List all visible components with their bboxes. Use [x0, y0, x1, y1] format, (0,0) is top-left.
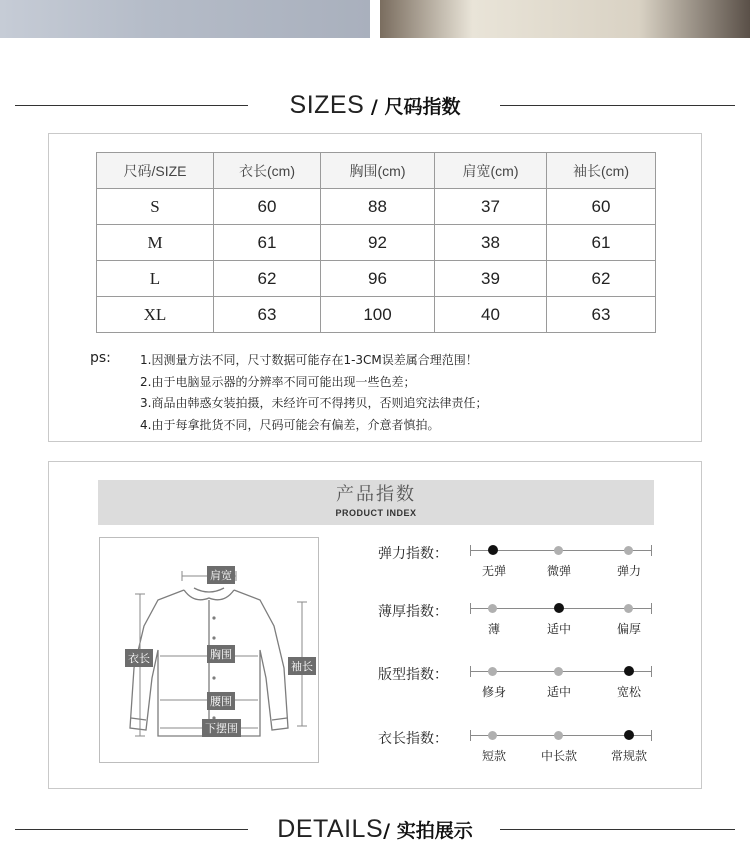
table-row [97, 297, 656, 333]
ps-note: 1.因测量方法不同，尺寸数据可能存在1-3CM误差属合理范围！ [140, 353, 478, 367]
table-cell: 40 [435, 297, 547, 333]
ps-notes [140, 350, 487, 436]
scale-dot [488, 667, 497, 676]
ps-note: 2.由于电脑显示器的分辨率不同可能出现一些色差； [140, 374, 416, 389]
label-length: 衣长 [125, 649, 153, 667]
scale-length [470, 730, 652, 742]
table-cell: 38 [435, 225, 547, 261]
table-row [97, 189, 656, 225]
size-cell: L [97, 261, 214, 297]
product-index-title: 产品指数 [336, 484, 416, 505]
scale-cap [651, 603, 652, 614]
index-label-length: 衣长指数： [378, 731, 448, 747]
scale-cap [470, 603, 471, 614]
ps-note: 4.由于每拿批货不同，尺码可能会有偏差，介意者慎拍。 [140, 417, 440, 432]
option-label: 短款 [481, 749, 506, 763]
scale-cap [651, 730, 652, 741]
table-cell: 88 [321, 189, 435, 225]
product-index-subtitle: PRODUCT INDEX [335, 508, 417, 518]
product-index-banner [98, 480, 654, 525]
title-separator: / [364, 96, 385, 118]
table-row [97, 261, 656, 297]
ps-note: 3.商品由韩惑女装拍摄，未经许可不得拷贝，否则追究法律责任； [140, 396, 488, 410]
table-header-cell: 袖长(cm) [547, 153, 656, 189]
sizes-title: SIZES / 尺码指数 [289, 91, 461, 119]
product-photo-left [0, 0, 370, 38]
option-label: 常规款 [610, 749, 647, 763]
option-label: 微弹 [546, 564, 571, 578]
option-label: 修身 [481, 685, 506, 699]
ps-label: ps: [90, 350, 111, 366]
table-cell: 61 [547, 225, 656, 261]
scale-cap [651, 545, 652, 556]
scale-cap [470, 730, 471, 741]
table-cell: 63 [214, 297, 321, 333]
scale-cap [651, 666, 652, 677]
scale-dot-selected [488, 545, 498, 555]
sizes-header [0, 85, 750, 125]
table-cell: 63 [547, 297, 656, 333]
scale-dot [624, 604, 633, 613]
scale-dot [554, 546, 563, 555]
option-label: 薄 [487, 622, 500, 636]
scale-fit [470, 666, 652, 678]
scale-dot [488, 731, 497, 740]
table-header-cell: 衣长(cm) [214, 153, 321, 189]
index-label-thickness: 薄厚指数： [378, 604, 448, 620]
title-separator: / [383, 820, 397, 842]
size-table [96, 152, 656, 333]
scale-dot-selected [554, 603, 564, 613]
label-chest: 胸围 [207, 645, 235, 663]
table-cell: 60 [547, 189, 656, 225]
index-label-fit: 版型指数： [378, 667, 448, 683]
table-cell: 60 [214, 189, 321, 225]
size-cell: XL [97, 297, 214, 333]
scale-cap [470, 666, 471, 677]
scale-dot-selected [624, 730, 634, 740]
table-cell: 100 [321, 297, 435, 333]
scale-cap [470, 545, 471, 556]
details-title: DETAILS/ 实拍展示 [277, 815, 473, 843]
size-cell: M [97, 225, 214, 261]
table-cell: 62 [214, 261, 321, 297]
option-label: 适中 [546, 685, 571, 699]
option-label: 弹力 [616, 564, 641, 578]
table-header-cell: 肩宽(cm) [435, 153, 547, 189]
scale-elasticity [470, 545, 652, 557]
label-hem: 下摆围 [202, 719, 241, 737]
scale-dot [554, 667, 563, 676]
scale-dot [624, 546, 633, 555]
table-cell: 62 [547, 261, 656, 297]
scale-dot [488, 604, 497, 613]
table-header-cell: 胸围(cm) [321, 153, 435, 189]
table-header-row [97, 153, 656, 189]
scale-thickness [470, 603, 652, 615]
label-shoulder: 肩宽 [207, 566, 235, 584]
scale-dot [554, 731, 563, 740]
option-label: 无弹 [481, 564, 506, 578]
option-label: 适中 [546, 622, 571, 636]
table-cell: 92 [321, 225, 435, 261]
table-cell: 37 [435, 189, 547, 225]
details-header [0, 809, 750, 849]
table-cell: 61 [214, 225, 321, 261]
table-header-cell: 尺码/SIZE [97, 153, 214, 189]
scale-dot-selected [624, 666, 634, 676]
option-label: 偏厚 [616, 622, 641, 636]
table-cell: 39 [435, 261, 547, 297]
label-sleeve: 袖长 [288, 657, 316, 675]
size-cell: S [97, 189, 214, 225]
option-label: 中长款 [540, 749, 577, 763]
table-row [97, 225, 656, 261]
product-photo-right [380, 0, 750, 38]
label-waist: 腰围 [207, 692, 235, 710]
table-cell: 96 [321, 261, 435, 297]
option-label: 宽松 [616, 685, 641, 699]
index-label-elasticity: 弹力指数： [378, 546, 448, 562]
